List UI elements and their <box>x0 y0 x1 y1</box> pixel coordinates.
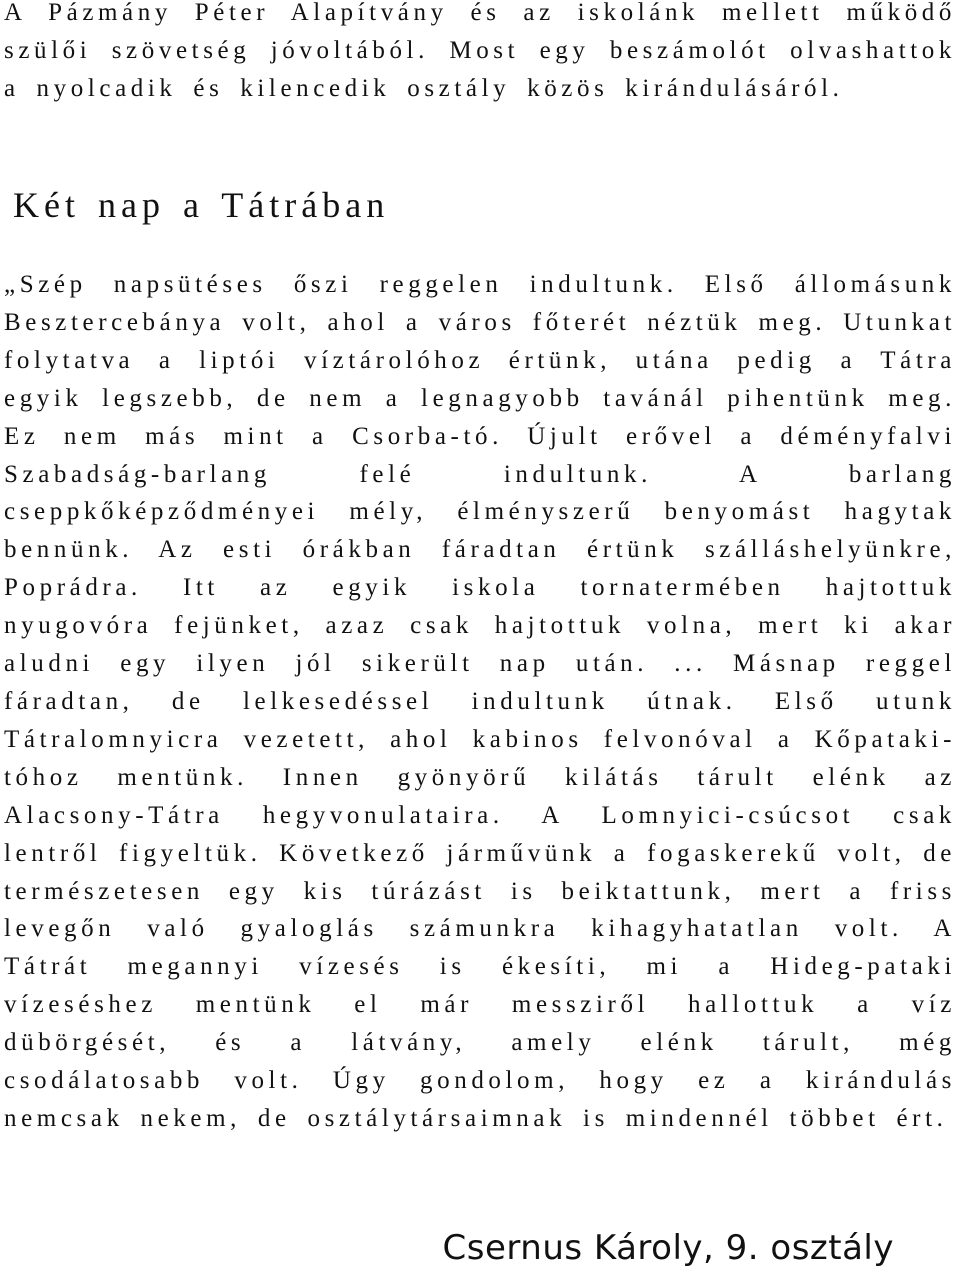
article-body: „Szép napsütéses őszi reggelen indultunk. Első állomásunk Besztercebánya volt, ahol a város főterét néztük meg. Utunkat folytatva a liptói víztárolóhoz értünk, utána pedig a Tátra egyik legszebb, de nem a legnagyobb taván​ál pihentünk meg. Ez nem más mint a Csorba-tó. Újult erővel a dém​ényfalvi Szabadság-barlang felé indultunk. A barlang cseppkőképződményei mély, élményszerű benyomást hagytak bennünk. Az esti órákban fáradtan értünk szálláshelyünkre, Poprádra. Itt az egyik iskola tornatermében hajtottuk nyugovóra fejünket, azaz csak hajtottuk volna, mert ki akar aludni egy ilyen jól sikerült nap után. ... Másnap reggel fáradtan, de lelkesedéssel indultunk útnak. Első utunk Tátralomnyicra vezetett, ahol kabinos felvonóval a Kőpataki-tóhoz mentünk. Innen gyönyörű kilátás tárult elénk az Alacsony-Tátra hegyvonulataira. A Lomnyici-csúcsot csak lentről figyeltük. Következő járművünk a fogaskerekű volt, de természetesen egy kis túrázást is beiktattunk, mert a friss levegőn való gyaloglás számunkra kihagyhatatlan volt. A Tátrát megannyi vízesés is ékesíti, mi a Hideg-pataki vízeséshez mentünk el már messziről hallottuk a víz dübörgését, és a látvány, amely elénk tárult, még csodálatosabb volt. Úgy gondolom, hogy ez a kirándulás nemcsak nekem, de osztálytársaimnak is mindennél többet ért. <box>4 271 956 1132</box>
intro-paragraph: A Pázmány Péter Alapítvány és az iskolánk mellett működő szülői szövetség jóvoltából. Most egy beszámolót olvashattok a nyolcadik és kilencedik osztály közös kirándulásáról. <box>4 0 956 102</box>
author-signature: Csernus Károly, 9. osztály <box>442 1228 894 1268</box>
article-title: Két nap a Tátrában <box>13 185 390 225</box>
